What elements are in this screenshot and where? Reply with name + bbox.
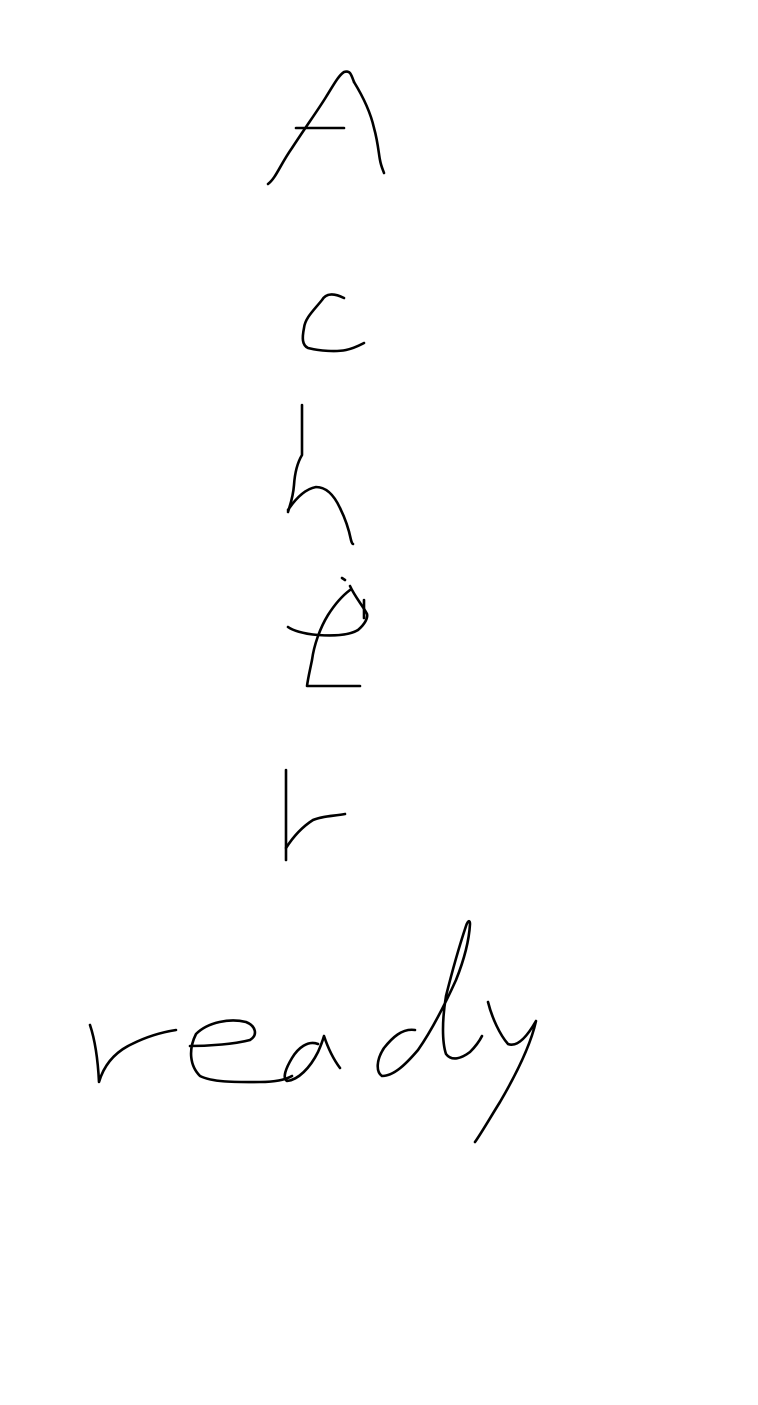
letter-e-tick	[342, 578, 345, 580]
letter-r-shoulder	[286, 814, 345, 848]
handwritten-letter-e	[288, 578, 367, 686]
handwritten-word-ready	[90, 921, 536, 1142]
word-ready-e	[190, 1021, 292, 1083]
word-ready-y	[475, 1002, 536, 1142]
word-ready-d	[378, 921, 482, 1076]
handwritten-letter-a	[268, 71, 384, 184]
letter-e-body	[307, 590, 360, 686]
handwritten-letter-c	[303, 294, 364, 351]
letter-h-arch	[288, 487, 353, 544]
letter-a-right-stroke	[354, 82, 384, 173]
word-ready-a	[285, 1036, 340, 1081]
handwritten-letter-h	[288, 405, 353, 544]
handwritten-letter-r	[286, 770, 345, 860]
word-ready-r	[90, 1025, 176, 1082]
letter-c-stroke	[303, 294, 364, 351]
letter-e-loop	[288, 586, 367, 635]
